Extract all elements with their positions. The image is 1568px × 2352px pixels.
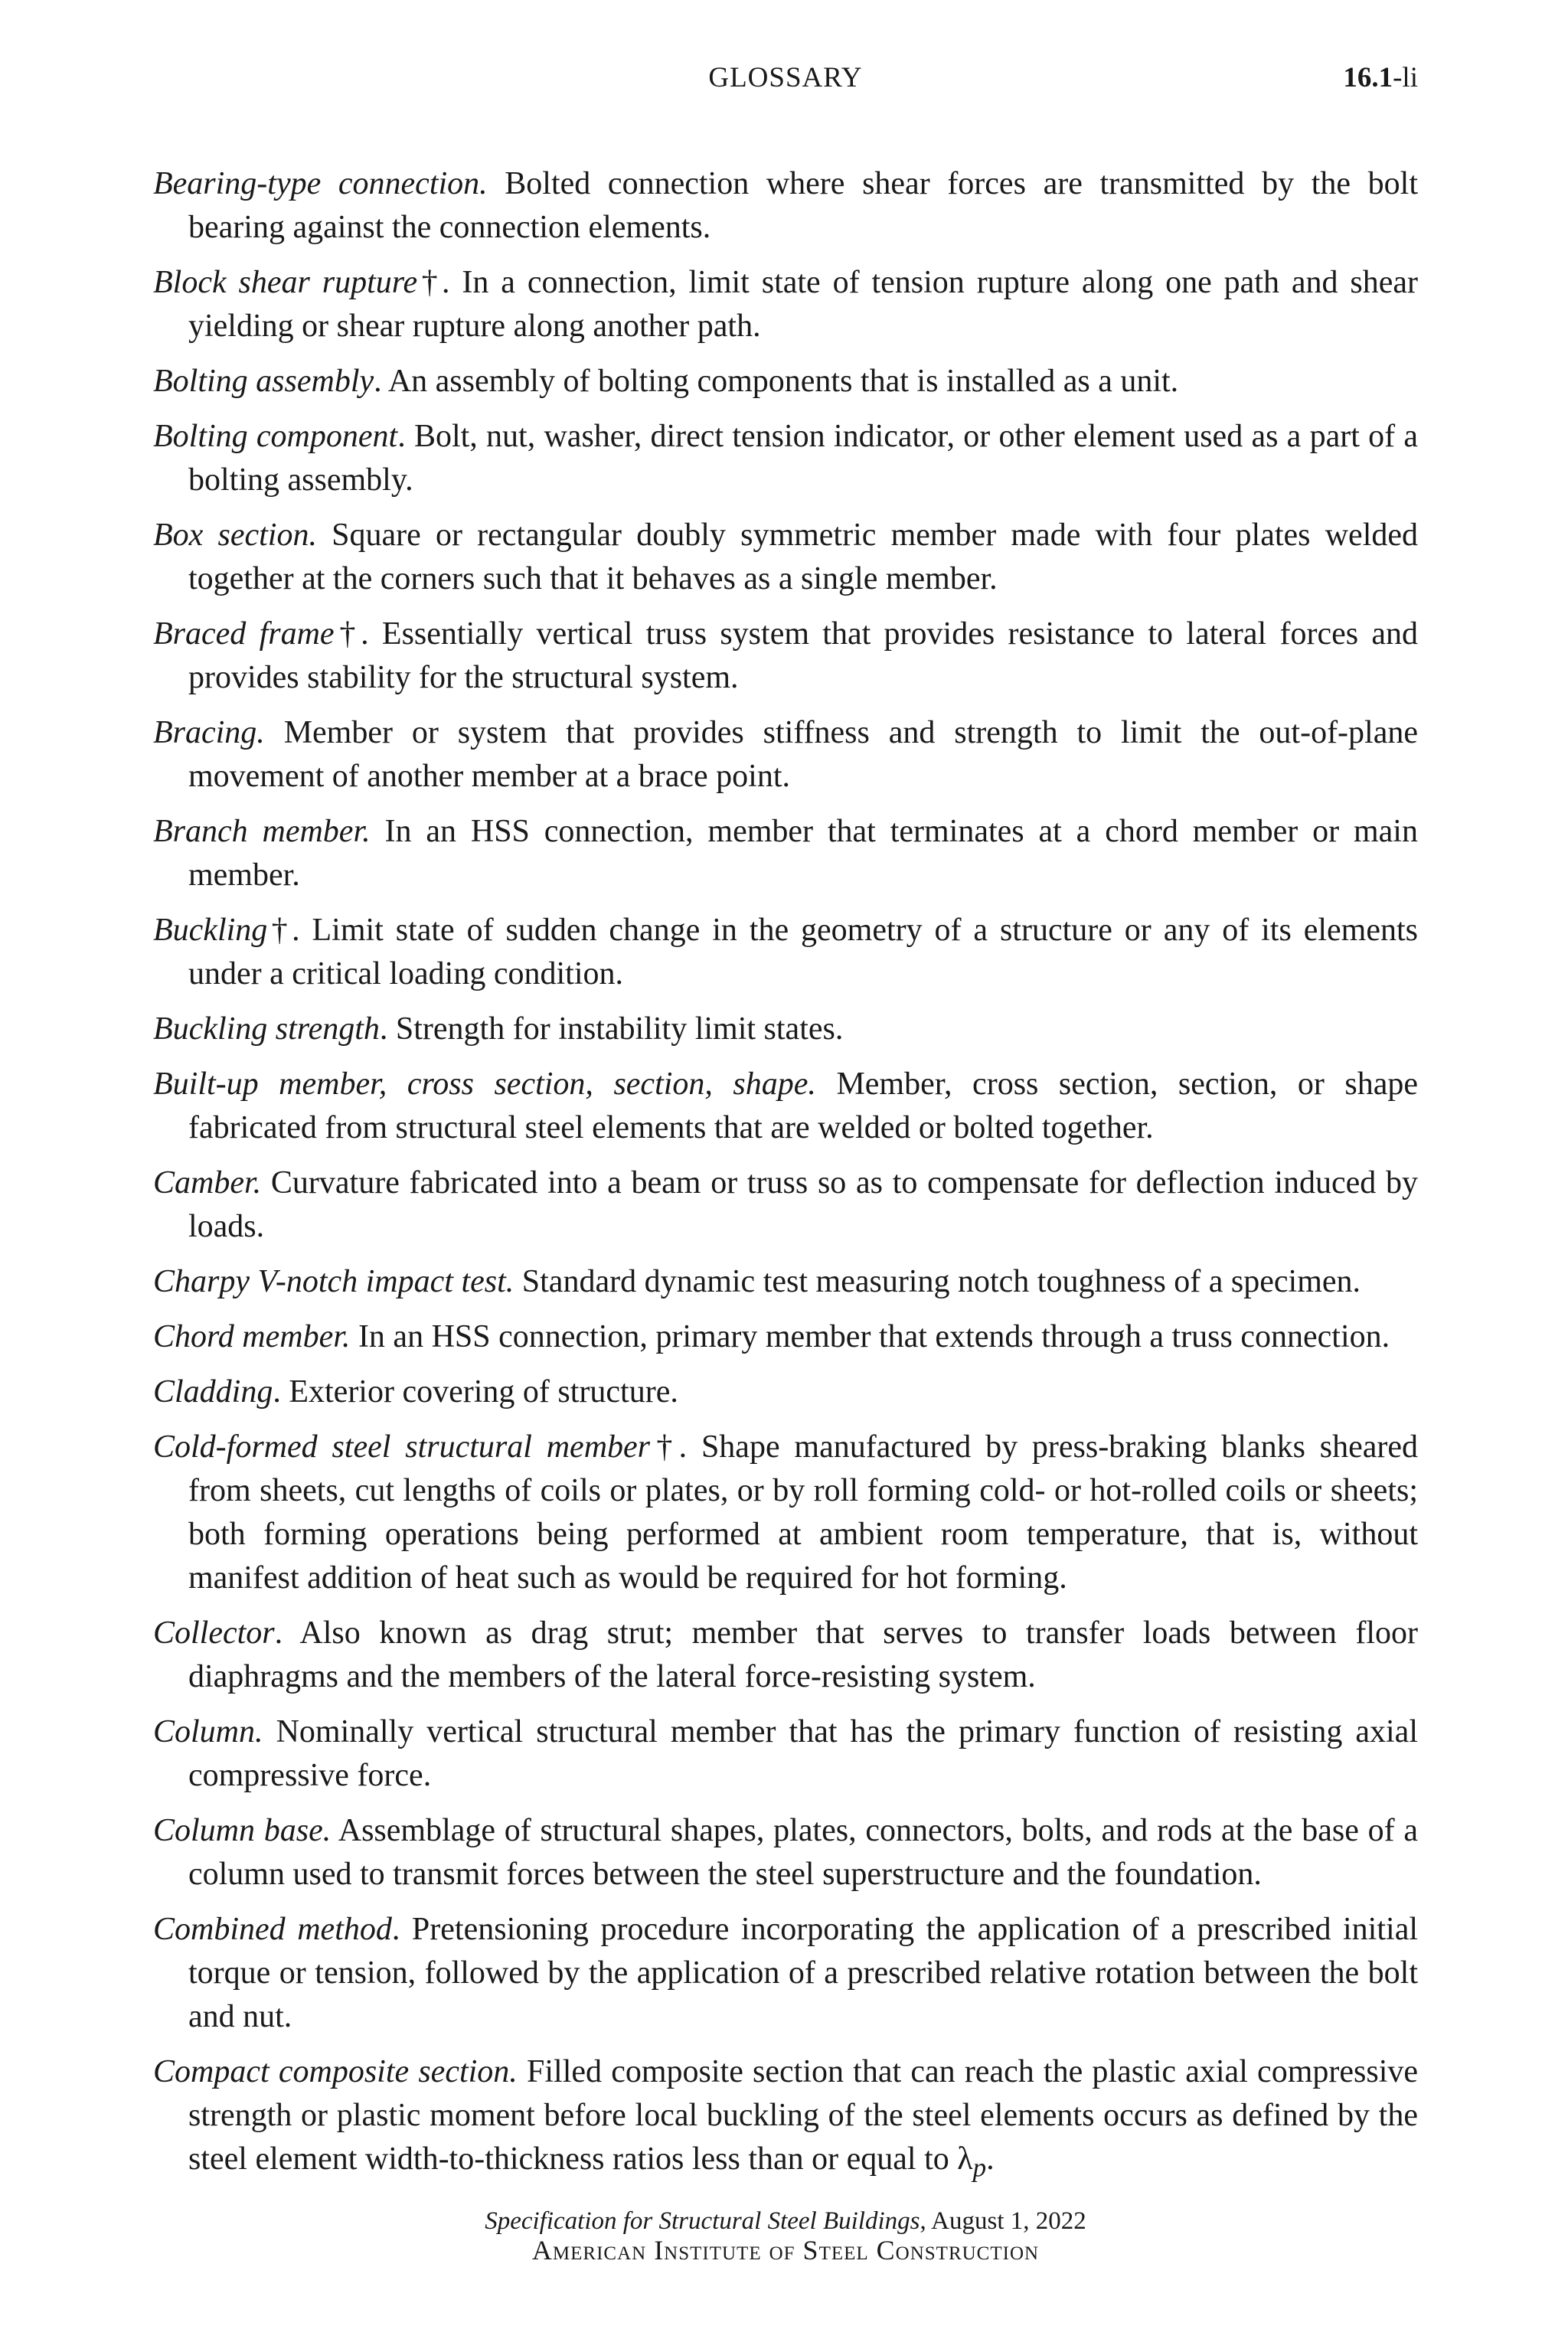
glossary-term: Buckling strength <box>153 1011 380 1047</box>
glossary-term: Cold-formed steel structural member <box>153 1429 651 1465</box>
page-header <box>153 55 1418 101</box>
glossary-entry <box>153 2050 1418 2189</box>
glossary-definition: Member or system that provides stiffness and strength to limit the out-of-plane movement of another member at a brace point. <box>188 715 1418 794</box>
glossary-term: Compact composite section. <box>153 2054 518 2089</box>
glossary-entry <box>153 1426 1418 1600</box>
glossary-term: Column. <box>153 1714 263 1749</box>
glossary-term: Collector <box>153 1615 275 1651</box>
glossary-term: Bracing. <box>153 715 265 750</box>
glossary-definition: Standard dynamic test measuring notch toughness of a specimen. <box>514 1264 1361 1299</box>
glossary-entry <box>153 909 1418 996</box>
glossary-entry <box>153 261 1418 348</box>
definition-tail: . <box>986 2141 995 2177</box>
page-number <box>1343 55 1418 101</box>
glossary-definition: . Exterior covering of structure. <box>273 1374 678 1410</box>
glossary-entry <box>153 1063 1418 1150</box>
glossary-definition: Curvature fabricated into a beam or truss so as to compensate for deflection induced by loads. <box>188 1165 1418 1244</box>
glossary-entry <box>153 415 1418 502</box>
footer-date: , August 1, 2022 <box>920 2207 1086 2235</box>
page-footer <box>153 2207 1418 2265</box>
glossary-entry <box>153 514 1418 601</box>
glossary-entry <box>153 612 1418 700</box>
glossary-entry <box>153 711 1418 799</box>
footer-publication: Specification for Structural Steel Buildings <box>485 2207 920 2235</box>
glossary-definition: . Shape manufactured by press-braking blanks sheared from sheets, cut lengths of coils or plates, or by roll forming cold- or hot-rolled coils or sheets; both forming operations being performed at ambient room temperature, that is, without manifest addition of heat such as would be required for hot forming. <box>188 1429 1419 1596</box>
page-number-suffix: -li <box>1393 62 1418 93</box>
glossary-term: Cladding <box>153 1374 273 1410</box>
glossary-entry <box>153 1315 1418 1359</box>
glossary-term: Box section. <box>153 518 317 553</box>
glossary-definition: . Bolt, nut, washer, direct tension indicator, or other element used as a part of a bolting assembly. <box>188 419 1418 498</box>
glossary-entry <box>153 1809 1418 1896</box>
glossary-definition: Bolted connection where shear forces are transmitted by the bolt bearing against the connection elements. <box>188 166 1418 245</box>
glossary-definition: . Also known as drag strut; member that serves to transfer loads between floor diaphragms and the members of the lateral force-resisting system. <box>188 1615 1418 1694</box>
glossary-entry <box>153 360 1418 403</box>
dagger-mark: † <box>267 913 292 948</box>
glossary-term: Block shear rupture <box>153 265 418 300</box>
dagger-mark: † <box>650 1429 679 1465</box>
glossary-entries <box>153 162 1418 2200</box>
glossary-entry <box>153 1161 1418 1249</box>
footer-citation <box>153 2207 1418 2236</box>
glossary-entry <box>153 1908 1418 2039</box>
glossary-term: Bearing-type connection. <box>153 166 488 201</box>
running-head: GLOSSARY <box>708 62 863 93</box>
glossary-entry <box>153 1260 1418 1304</box>
page-number-main: 16.1 <box>1343 62 1393 93</box>
glossary-definition: In an HSS connection, primary member that extends through a truss connection. <box>350 1319 1390 1354</box>
glossary-definition: . Strength for instability limit states. <box>379 1011 844 1047</box>
glossary-entry <box>153 1710 1418 1798</box>
glossary-term: Bolting component <box>153 419 398 454</box>
dagger-mark: † <box>334 616 361 652</box>
glossary-term: Camber. <box>153 1165 262 1200</box>
footer-organization: American Institute of Steel Construction <box>531 2235 1040 2265</box>
glossary-entry <box>153 1370 1418 1414</box>
glossary-definition: . Pretensioning procedure incorporating the application of a prescribed initial torque or tension, followed by the application of a prescribed relative rotation between the bolt and nut. <box>188 1912 1418 2034</box>
glossary-term: Bolting assembly <box>153 364 374 399</box>
glossary-term: Built-up member, cross section, section, shape. <box>153 1067 816 1102</box>
glossary-definition: . In a connection, limit state of tension rupture along one path and shear yielding or shear rupture along another path. <box>188 265 1418 344</box>
glossary-term: Combined method <box>153 1912 392 1947</box>
glossary-definition: . Essentially vertical truss system that provides resistance to lateral forces and provides stability for the structural system. <box>188 616 1419 695</box>
lambda-subscript: p <box>972 2152 987 2183</box>
glossary-entry <box>153 810 1418 897</box>
glossary-definition: . An assembly of bolting components that is installed as a unit. <box>374 364 1179 399</box>
glossary-entry <box>153 1612 1418 1699</box>
glossary-definition: Filled composite section that can reach the plastic axial compressive strength or plastic moment before local buckling of the steel elements occurs as defined by the steel element width-to-thickness ratios less than or equal to λ <box>188 2054 1418 2177</box>
glossary-definition: In an HSS connection, member that terminates at a chord member or main member. <box>188 814 1418 893</box>
glossary-term: Chord member. <box>153 1319 351 1354</box>
glossary-term: Branch member. <box>153 814 371 849</box>
glossary-definition: Nominally vertical structural member that has the primary function of resisting axial compressive force. <box>188 1714 1418 1793</box>
glossary-term: Column base. <box>153 1813 332 1848</box>
glossary-definition: Assemblage of structural shapes, plates, connectors, bolts, and rods at the base of a column used to transmit forces between the steel superstructure and the foundation. <box>188 1813 1418 1892</box>
glossary-definition: Member, cross section, section, or shape fabricated from structural steel elements that are welded or bolted together. <box>188 1067 1418 1145</box>
glossary-term: Charpy V-notch impact test. <box>153 1264 514 1299</box>
dagger-mark: † <box>417 265 442 300</box>
glossary-entry <box>153 1008 1418 1051</box>
glossary-entry <box>153 162 1418 250</box>
glossary-definition: . Limit state of sudden change in the geometry of a structure or any of its elements under a critical loading condition. <box>188 913 1419 991</box>
glossary-term: Buckling <box>153 913 268 948</box>
glossary-definition: Square or rectangular doubly symmetric member made with four plates welded together at the corners such that it behaves as a single member. <box>188 518 1419 596</box>
glossary-term: Braced frame <box>153 616 335 652</box>
